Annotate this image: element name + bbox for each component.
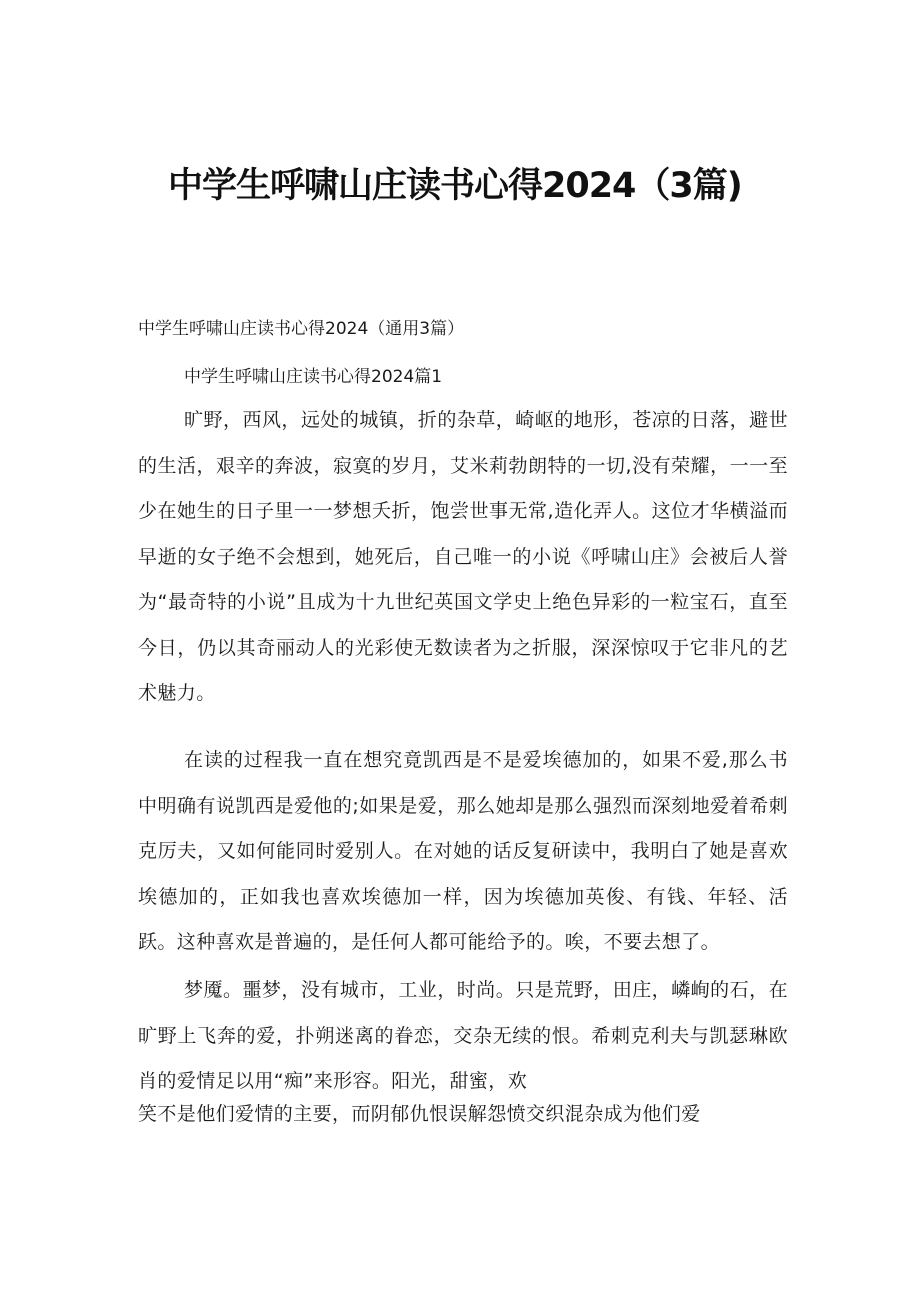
body-paragraph-1: 旷野，西风，远处的城镇，折的杂草，崎岖的地形，苍凉的日落，避世的生活，艰辛的奔波，寂寞的岁月，艾米莉勃朗特的一切,没有荣耀，一一至少在她生的日子里一一梦想夭折，饱尝世事无常,造化弄人。这位才华横溢而早逝的女子绝不会想到，她死后，自己唯一的小说《呼啸山庄》会被后人誉为“最奇特的小说”且成为十九世纪英国文学史上绝色异彩的一粒宝石，直至今日，仍以其奇丽动人的光彩使无数读者为之折服，深深惊叹于它非凡的艺术魅力。 [138,409,788,704]
document-subtitle: 中学生呼啸山庄读书心得2024（通用3篇） [138,319,465,339]
page-title: 中学生呼啸山庄读书心得2024（3篇) [168,166,742,206]
body-paragraph-2: 在读的过程我一直在想究竟凯西是不是爱埃德加的，如果不爱,那么书中明确有说凯西是爱他的;如果是爱，那么她却是那么强烈而深刻地爱着希刺克厉夫，又如何能同时爱别人。在对她的话反复研读中，我明白了她是喜欢埃德加的，正如我也喜欢埃德加一样，因为埃德加英俊、有钱、年轻、活跃。这种喜欢是普遍的，是任何人都可能给予的。唉，不要去想了。 [138,749,788,953]
body-paragraph-3: 梦魇。噩梦，没有城市，工业，时尚。只是荒野，田庄，嶙峋的石，在旷野上飞奔的爱，扑朔迷离的眷恋，交杂无续的恨。希刺克利夫与凯瑟琳欧肖的爱情足以用“痴”来形容。阳光，甜蜜，欢 [138,979,788,1092]
body-paragraph-3-continuation: 笑不是他们爱情的主要，而阴郁仇恨误解怨愤交织混杂成为他们爱 [138,1103,701,1125]
section-heading: 中学生呼啸山庄读书心得2024篇1 [184,367,443,387]
